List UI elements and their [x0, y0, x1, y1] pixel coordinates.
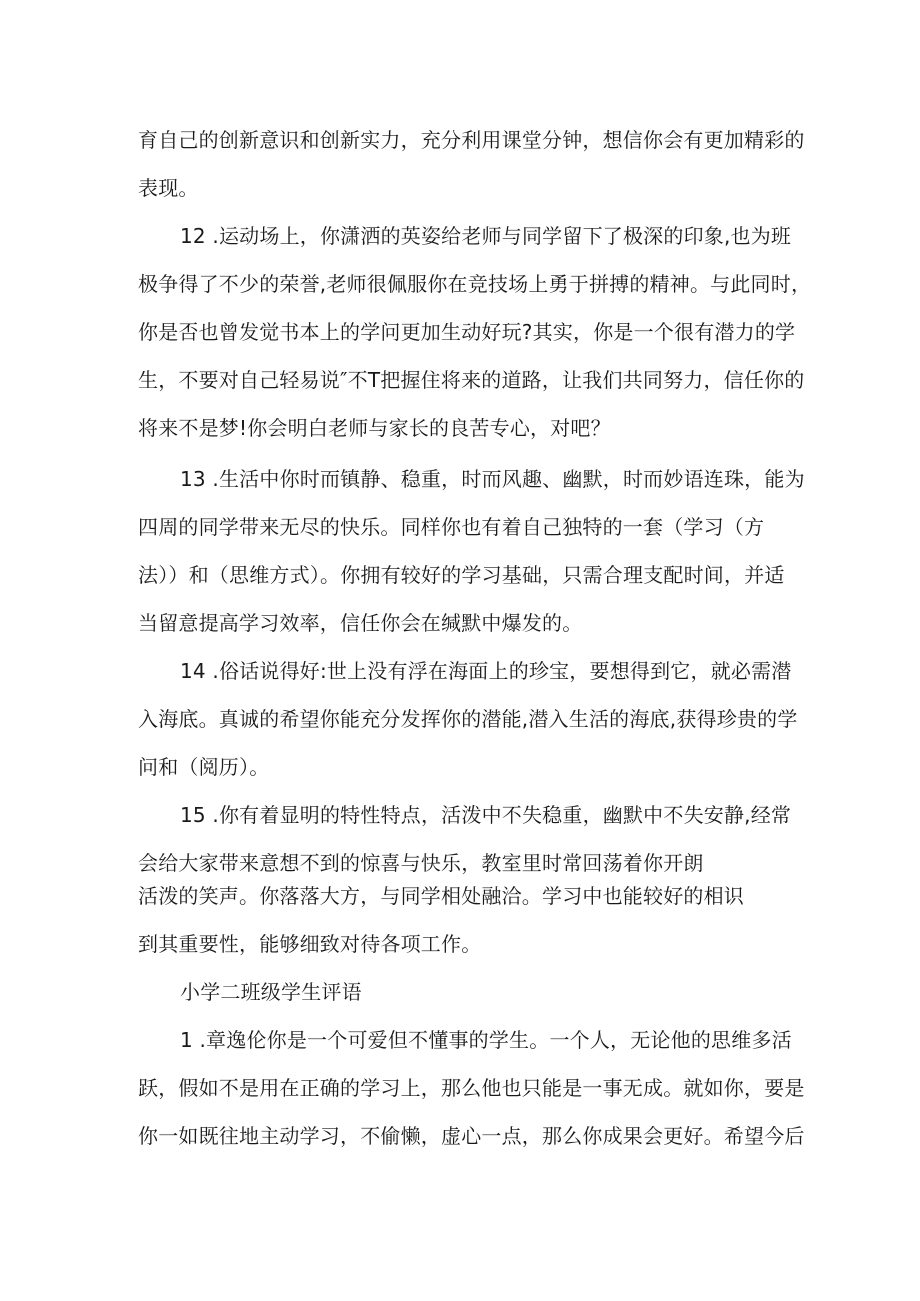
text-line: 入海底。真诚的希望你能充分发挥你的潜能,潜入生活的海底,获得珍贵的学: [138, 707, 798, 731]
text-line: 生，不要对自己轻易说″不T把握住将来的道路，让我们共同努力，信任你的: [138, 368, 805, 392]
text-line: 到其重要性，能够细致对待各项工作。: [138, 932, 482, 956]
text-line: 法））和（思维方式）。你拥有较好的学习基础，只需合理支配时间，并适: [138, 563, 785, 587]
text-line: 育自己的创新意识和创新实力，充分利用课堂分钟，想信你会有更加精彩的: [138, 128, 805, 152]
text-line: 你是否也曾发觉书本上的学问更加生动好玩?其实，你是一个很有潜力的学: [138, 320, 796, 344]
paragraph-15-line: 15 .你有着显明的特性特点，活泼中不失稳重，幽默中不失安静,经常: [180, 803, 792, 827]
text-line: 四周的同学带来无尽的快乐。同样你也有着自己独特的一套（学习（方: [138, 515, 765, 539]
text-line: 会给大家带来意想不到的惊喜与快乐，教室里时常回荡着你开朗: [138, 851, 704, 875]
paragraph-13-line: 13 .生活中你时而镇静、稳重，时而风趣、幽默，时而妙语连珠，能为: [180, 467, 805, 491]
text-line: 极争得了不少的荣誉,老师很佩服你在竞技场上勇于拼搏的精神。与此同时，: [138, 272, 812, 296]
section-heading: 小学二班级学生评语: [180, 980, 362, 1004]
paragraph-14-line: 14 .俗话说得好:世上没有浮在海面上的珍宝，要想得到它，就必需潜: [180, 659, 792, 683]
text-line: 活泼的笑声。你落落大方，与同学相处融洽。学习中也能较好的相识: [138, 884, 744, 908]
paragraph-1-line: 1 .章逸伦你是一个可爱但不懂事的学生。一个人，无论他的思维多活: [180, 1028, 792, 1052]
text-line: 跃，假如不是用在正确的学习上，那么他也只能是一事无成。就如你，要是: [138, 1076, 805, 1100]
paragraph-12-line: 12 .运动场上，你潇洒的英姿给老师与同学留下了极深的印象,也为班: [180, 224, 792, 248]
text-line: 当留意提高学习效率，信任你会在缄默中爆发的。: [138, 611, 583, 635]
text-line: 表现。: [138, 176, 199, 200]
text-line: 问和（阅历）。: [138, 755, 270, 779]
text-line: 将来不是梦!你会明白老师与家长的良苦专心，对吧？: [138, 416, 611, 440]
text-line: 你一如既往地主动学习，不偷懒，虚心一点，那么你成果会更好。希望今后: [138, 1124, 805, 1148]
